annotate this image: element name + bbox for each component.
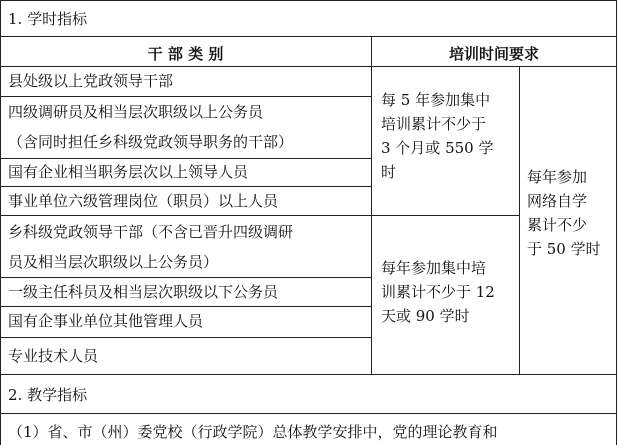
requirement-cell-b (381, 256, 495, 328)
category-cell: 四级调研员及相当层次职级以上公务员 (8, 103, 264, 121)
column-header-category: 干 部 类 别 (147, 45, 224, 63)
category-cell: 员及相当层次职级以上公务员） (8, 253, 219, 271)
category-cell: （含同时担任乡科级党政领导职务的干部） (8, 133, 294, 151)
requirement-line: 天或 90 学时 (381, 307, 470, 325)
category-cell: 国有企业相当职务层次以上领导人员 (8, 163, 249, 181)
category-cell: 县处级以上党政领导干部 (8, 72, 174, 90)
section-heading: 1. 学时指标 (8, 10, 88, 28)
rule (0, 413, 617, 414)
category-cell: 乡科级党政领导干部（不含已晋升四级调研 (8, 223, 294, 241)
row-divider (0, 186, 371, 187)
requirement-line: 时 (381, 163, 397, 181)
column-divider (371, 36, 372, 374)
network-line: 网络自学 (527, 192, 588, 210)
rule (0, 374, 617, 375)
requirement-line: 训累计不少于 12 (381, 283, 495, 301)
row-divider (0, 306, 371, 307)
category-cell: 事业单位六级管理岗位（职员）以上人员 (8, 192, 279, 210)
rule (0, 0, 617, 1)
section-heading: 2. 教学指标 (8, 386, 88, 404)
requirement-line: 每年参加集中培 (381, 259, 487, 277)
network-line: 于 50 学时 (527, 240, 601, 258)
body-paragraph: （1）省、市（州）委党校（行政学院）总体教学安排中，党的理论教育和 (8, 423, 498, 441)
column-divider (519, 66, 520, 374)
network-study-cell (527, 165, 601, 261)
row-divider (0, 158, 371, 159)
network-line: 累计不少 (527, 216, 588, 234)
rule (0, 36, 617, 37)
category-cell: 一级主任科员及相当层次职级以下公务员 (8, 283, 279, 301)
requirement-cell-a (381, 88, 493, 184)
category-cell: 国有企事业单位其他管理人员 (8, 312, 204, 330)
category-cell: 专业技术人员 (8, 347, 99, 365)
row-divider (0, 96, 371, 97)
row-divider (0, 215, 519, 216)
row-divider (0, 277, 371, 278)
row-divider (0, 337, 371, 338)
requirement-line: 培训累计不少于 (381, 115, 487, 133)
requirement-line: 3 个月或 550 学 (381, 139, 494, 157)
requirement-line: 每 5 年参加集中 (381, 91, 491, 109)
rule (0, 66, 617, 67)
column-header-requirement: 培训时间要求 (448, 45, 539, 63)
network-line: 每年参加 (527, 168, 588, 186)
